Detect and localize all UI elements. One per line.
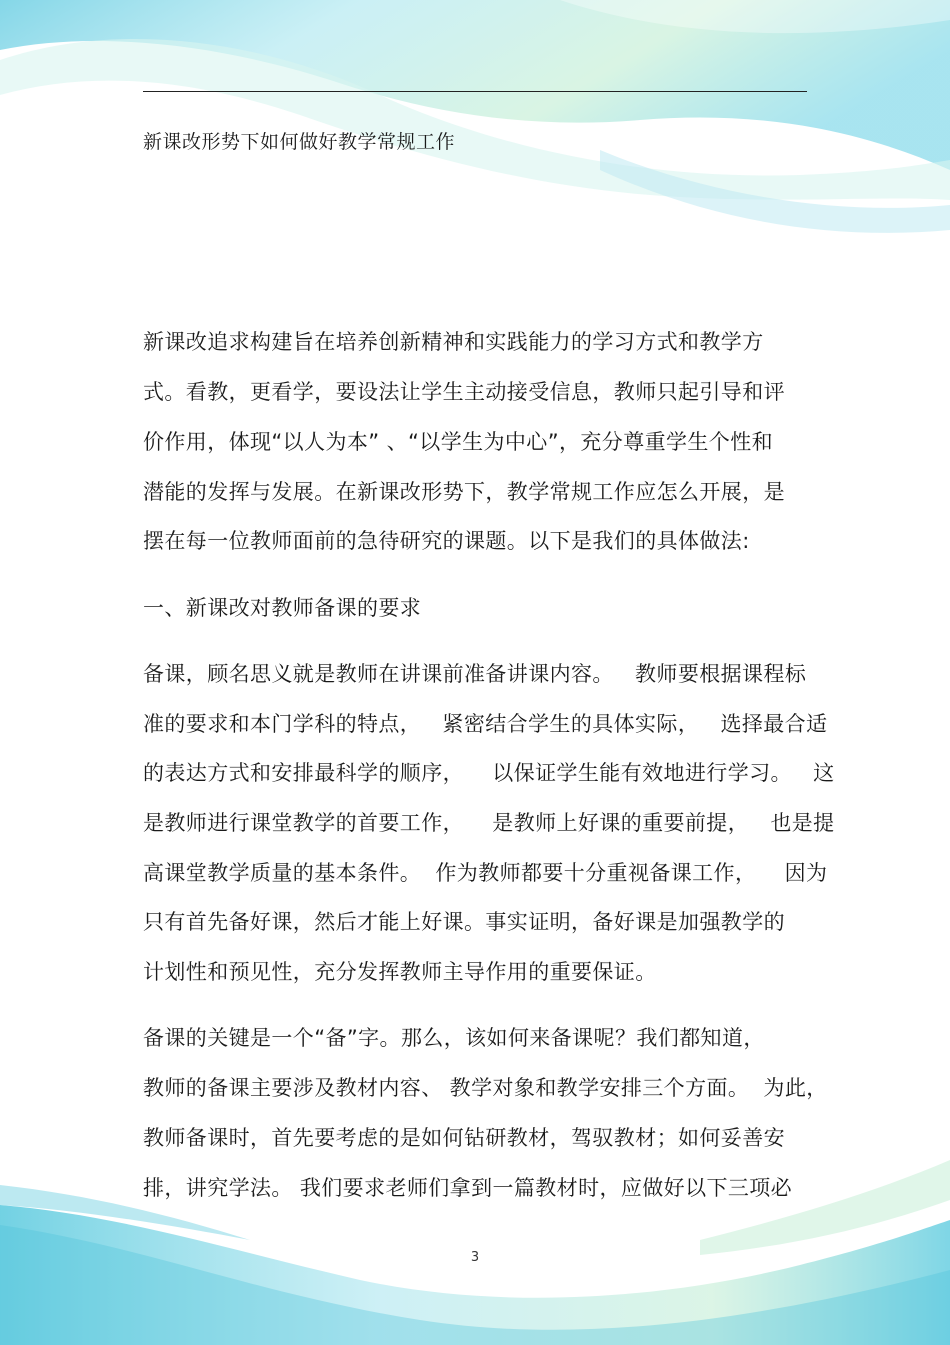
body-line: 价作用，体现“以人为本” 、“以学生为中心”，充分尊重学生个性和 [143,430,773,454]
body-line: 教师备课时，首先要考虑的是如何钻研教材，驾驭教材；如何妥善安 [143,1126,785,1150]
body-line: 摆在每一位教师面前的急待研究的课题。以下是我们的具体做法: [143,529,750,553]
body-line: 新课改追求构建旨在培养创新精神和实践能力的学习方式和教学方 [143,330,764,354]
body-line: 的表达方式和安排最科学的顺序， 以保证学生能有效地进行学习。 这 [143,761,835,785]
body-line: 式。看教，更看学，要设法让学生主动接受信息，教师只起引导和评 [143,380,785,404]
header-rule [143,91,807,92]
body-line: 潜能的发挥与发展。在新课改形势下，教学常规工作应怎么开展，是 [143,480,785,504]
body-line: 准的要求和本门学科的特点， 紧密结合学生的具体实际， 选择最合适 [143,712,828,736]
body-line: 是教师进行课堂教学的首要工作， 是教师上好课的重要前提， 也是提 [143,811,835,835]
body-line: 高课堂教学质量的基本条件。 作为教师都要十分重视备课工作， 因为 [143,861,828,885]
document-title: 新课改形势下如何做好教学常规工作 [143,131,456,153]
body-line: 备课，顾名思义就是教师在讲课前准备讲课内容。 教师要根据课程标 [143,662,807,686]
body-line: 计划性和预见性，充分发挥教师主导作用的重要保证。 [143,960,657,984]
body-line: 备课的关键是一个“备”字。那么，该如何来备课呢？我们都知道， [143,1026,765,1050]
body-line: 排，讲究学法。 我们要求老师们拿到一篇教材时，应做好以下三项必 [143,1176,793,1200]
page-number: 3 [470,1250,480,1265]
section-heading: 一、新课改对教师备课的要求 [143,596,422,620]
body-line: 教师的备课主要涉及教材内容、 教学对象和教学安排三个方面。 为此， [143,1076,828,1100]
body-line: 只有首先备好课，然后才能上好课。事实证明，备好课是加强教学的 [143,910,785,934]
